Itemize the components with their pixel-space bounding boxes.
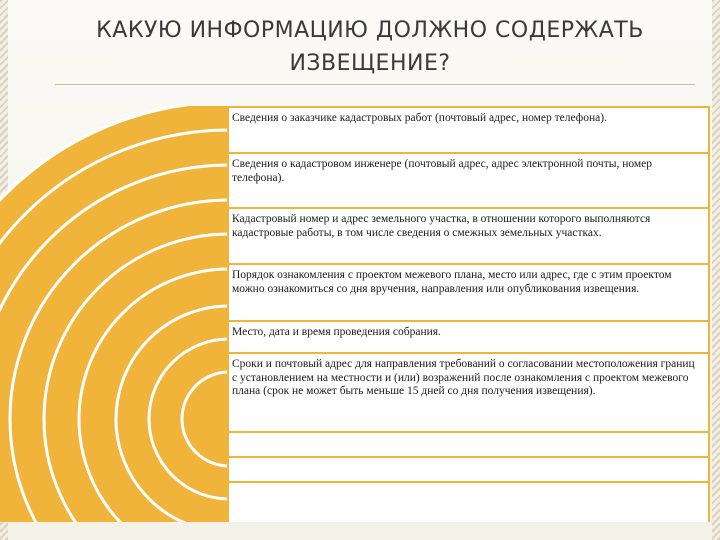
info-item-5 [229,322,708,352]
info-item-text: Сведения о кадастровом инженере (почтовый адрес, адрес электронной почты, номер телефона). [232,158,653,184]
info-item-text: Порядок ознакомления с проектом межевого плана, место или адрес, где с этим проектом можно ознакомиться со дня вручения, направления или опубликования извещения. [232,269,672,295]
info-item-text: Место, дата и время проведения собрания. [232,326,441,338]
info-item-2 [229,154,708,207]
info-item-text: Кадастровый номер и адрес земельного участка, в отношении которого выполняются кадастровые работы, в том числе сведения о смежных земельных участках. [232,213,651,239]
slide-title-line-1: КАКУЮ ИНФОРМАЦИЮ ДОЛЖНО СОДЕРЖАТЬ [96,18,644,43]
info-item-6 [229,354,708,431]
info-item-3 [229,209,708,263]
info-item-1 [229,108,708,152]
info-item-7 [229,433,708,456]
info-item-8 [229,458,708,481]
info-item-text: Сроки и почтовый адрес для направления требований о согласовании местоположения границ с установлением на местности и (или) возражений после ознакомления с проектом межевого плана (срок не может быть меньше 15 дней со дня получения извещения). [232,358,695,397]
slide-title-line-2: ИЗВЕЩЕНИЕ? [289,51,451,76]
info-list [229,108,708,522]
info-item-text: Сведения о заказчике кадастровых работ (почтовый адрес, номер телефона). [232,112,607,124]
info-item-4 [229,265,708,320]
info-item-9 [229,483,708,522]
